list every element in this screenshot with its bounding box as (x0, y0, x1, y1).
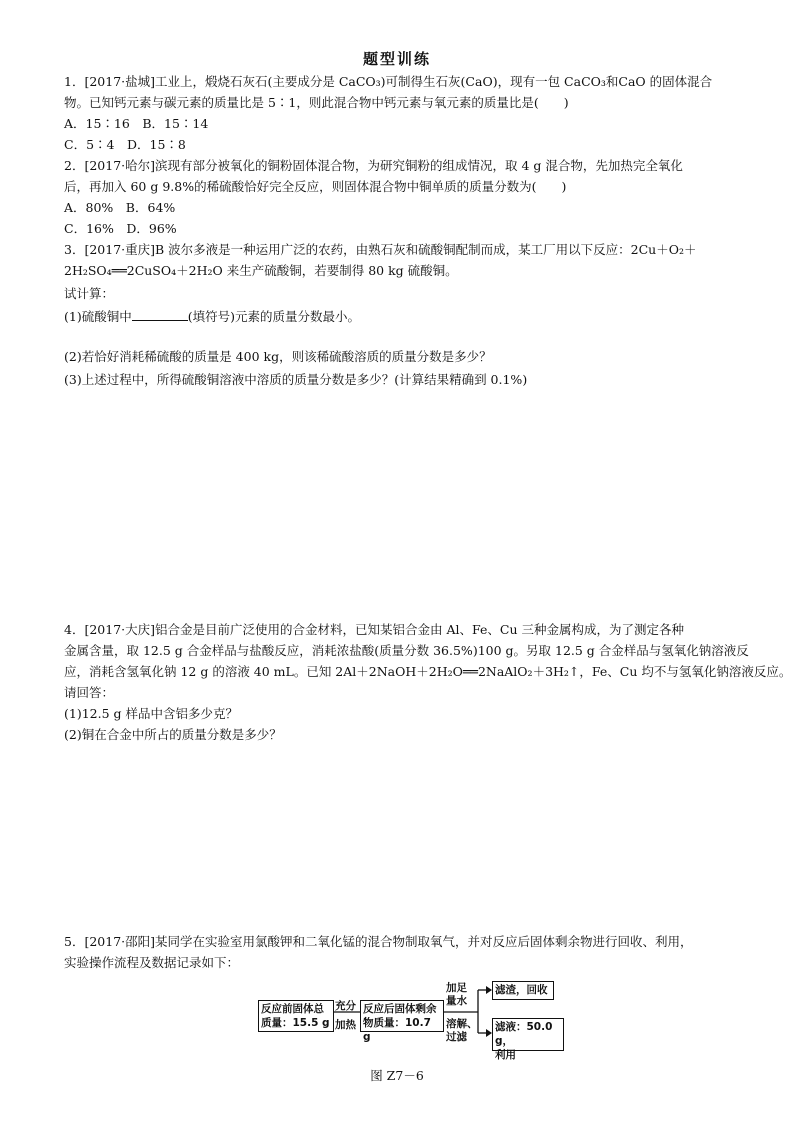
q3-sub2: (2)若恰好消耗稀硫酸的质量是 400 kg，则该稀硫酸溶质的质量分数是多少？ (64, 349, 492, 364)
dissolve-filter-label (446, 1018, 478, 1044)
box-initial-mass-line1: 反应前固体总 (261, 1003, 324, 1015)
q4-sub2: (2)铜在合金中所占的质量分数是多少？ (64, 727, 282, 742)
box-residue-mass-line2: 物质量：10.7 g (363, 1017, 431, 1043)
box-initial-mass (258, 1000, 334, 1032)
q1-stem-line1: 1．[2017·盐城]工业上，煅烧石灰石(主要成分是 CaCO₃)可制得生石灰(CaO)，现有一包 CaCO₃和CaO 的固体混合 (64, 74, 713, 89)
box-initial-mass-line2: 质量：15.5 g (261, 1017, 330, 1029)
q1-stem-line2: 物。已知钙元素与碳元素的质量比是 5∶1，则此混合物中钙元素与氧元素的质量比是( ) (64, 95, 569, 110)
q2-options-cd: C．16% D．96% (64, 221, 177, 236)
box-filter-residue (492, 981, 554, 1000)
add-water-label (446, 982, 467, 1008)
heat-label (335, 1000, 356, 1032)
dissolve-filter-line1: 溶解、 (446, 1018, 478, 1030)
add-water-line2: 量水 (446, 995, 467, 1007)
box-residue-mass-line1: 反应后固体剩余 (363, 1003, 437, 1015)
dissolve-filter-line2: 过滤 (446, 1031, 467, 1043)
q3-intro: 试计算： (64, 286, 115, 301)
figure-caption: 图 Z7－6 (370, 1068, 424, 1083)
box-residue-mass (360, 1000, 444, 1043)
q1-options-cd: C．5∶4 D．15∶8 (64, 137, 186, 152)
q3-sub1-prefix: (1)硫酸铜中 (64, 309, 132, 324)
q5-stem-line2: 实验操作流程及数据记录如下： (64, 955, 240, 970)
q4-sub1: (1)12.5 g 样品中含铝多少克？ (64, 706, 238, 721)
box-filter-residue-text: 滤渣，回收 (495, 984, 548, 996)
q4-stem-line4: 请回答： (64, 685, 115, 700)
q4-stem-line1: 4．[2017·大庆]铝合金是目前广泛使用的合金材料，已知某铝合金由 Al、Fe、Cu 三种金属构成，为了测定各种 (64, 622, 684, 637)
q2-stem-line2: 后，再加入 60 g 9.8%的稀硫酸恰好完全反应，则固体混合物中铜单质的质量分数为( ) (64, 179, 567, 194)
box-filtrate (492, 1018, 564, 1061)
q5-stem-line1: 5．[2017·邵阳]某同学在实验室用氯酸钾和二氧化锰的混合物制取氧气，并对反应后固体剩余物进行回收、利用， (64, 934, 693, 949)
q2-stem-line1: 2．[2017·哈尔]滨现有部分被氧化的铜粉固体混合物，为研究铜粉的组成情况，取 4 g 混合物，先加热完全氧化 (64, 158, 683, 173)
q3-sub1-suffix: (填符号)元素的质量分数最小。 (187, 309, 360, 324)
q2-options-ab: A．80% B．64% (64, 200, 176, 215)
heat-label-line2: 加热 (335, 1019, 356, 1031)
q3-sub3: (3)上述过程中，所得硫酸铜溶液中溶质的质量分数是多少？(计算结果精确到 0.1%) (64, 372, 528, 387)
answer-blank[interactable] (132, 308, 188, 321)
q4-stem-line2: 金属含量，取 12.5 g 合金样品与盐酸反应，消耗浓盐酸(质量分数 36.5%)100 g。另取 12.5 g 合金样品与氢氧化钠溶液反 (64, 643, 749, 658)
box-filtrate-line2: 利用 (495, 1049, 516, 1061)
q4-stem-line3: 应，消耗含氢氧化钠 12 g 的溶液 40 mL。已知 2Al＋2NaOH＋2H₂O══2NaAlO₂＋3H₂↑，Fe、Cu 均不与氢氧化钠溶液反应。 (64, 664, 792, 679)
flowchart (258, 978, 568, 1061)
q3-stem-line2: 2H₂SO₄══2CuSO₄＋2H₂O 来生产硫酸铜，若要制得 80 kg 硫酸铜。 (64, 263, 458, 278)
q3-sub1 (64, 307, 754, 327)
q3-stem-line1: 3．[2017·重庆]B 波尔多液是一种运用广泛的农药，由熟石灰和硫酸铜配制而成，某工厂用以下反应：2Cu＋O₂＋ (64, 242, 697, 257)
heat-label-line1: 充分 (335, 1000, 356, 1012)
add-water-line1: 加足 (446, 982, 467, 994)
page-title: 题型训练 (362, 50, 431, 68)
box-filtrate-line1: 滤液：50.0 g， (495, 1021, 553, 1047)
q1-options-ab: A．15∶16 B．15∶14 (64, 116, 209, 131)
